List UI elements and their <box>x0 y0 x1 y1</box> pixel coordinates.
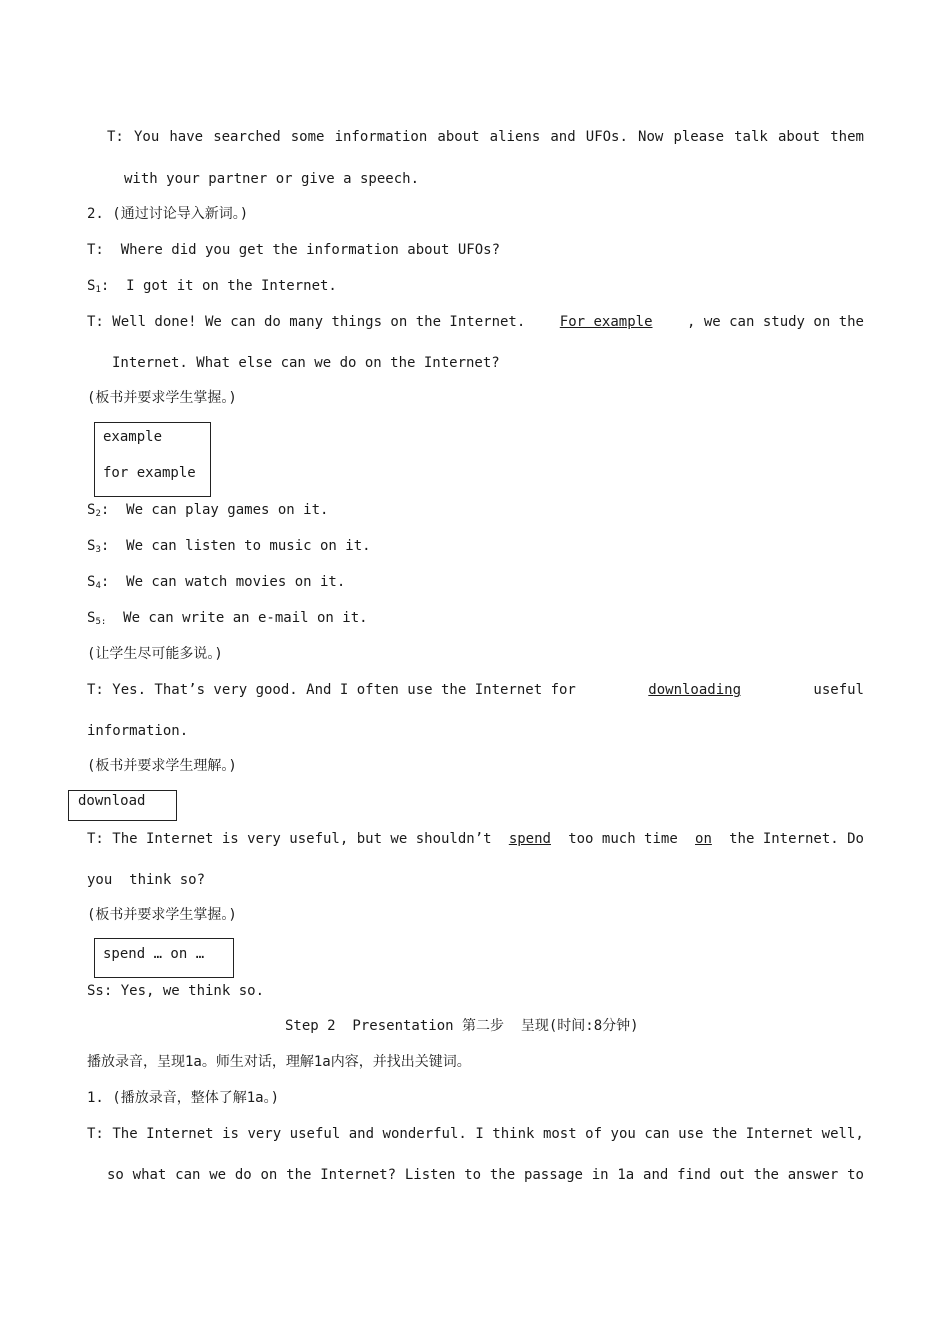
word: and <box>643 1167 669 1183</box>
underlined-phrase: downloading <box>648 682 741 698</box>
word: most <box>542 1126 577 1142</box>
text-line: with your partner or give a speech. <box>124 171 420 187</box>
word: them <box>830 129 864 145</box>
blackboard-box <box>94 422 211 497</box>
word: to <box>847 1167 864 1183</box>
word: talk <box>734 129 768 145</box>
word: please <box>673 129 725 145</box>
text-line: Internet. What else can we do on the Internet? <box>112 355 500 371</box>
word: you <box>610 1126 636 1142</box>
word: Listen <box>404 1167 456 1183</box>
teacher-line-1 <box>107 127 864 147</box>
text-line: 2. (通过讨论导入新词。) <box>87 206 249 222</box>
word: very <box>247 1126 282 1142</box>
student-line-4: $S_4$: We can watch movies on it. <box>87 574 346 591</box>
word: UFOs. <box>585 129 628 145</box>
word: information <box>334 129 428 145</box>
student-line-3: $S_3$: We can listen to music on it. <box>87 538 371 555</box>
word: can <box>644 1126 670 1142</box>
word: some <box>290 129 325 145</box>
word: T: <box>107 129 124 145</box>
word: 1a <box>617 1167 635 1183</box>
blackboard-box <box>94 938 234 978</box>
word: use <box>678 1126 704 1142</box>
word: the <box>489 1167 516 1183</box>
word: and <box>550 129 576 145</box>
word: aliens <box>489 129 541 145</box>
teacher-line-4: T: The Internet is very useful, but we shouldn’t spend too much time on the Internet. Do <box>87 831 864 847</box>
text-line: information. <box>87 723 189 739</box>
word: in <box>591 1167 609 1183</box>
underlined-word: spend <box>508 831 551 847</box>
word: Internet <box>745 1126 814 1142</box>
word: on <box>260 1167 278 1183</box>
text-line: (板书并要求学生掌握。) <box>87 390 237 406</box>
blackboard-box <box>68 790 177 821</box>
text-line: 1. (播放录音，整体了解1a。) <box>87 1090 280 1106</box>
underlined-phrase: For example <box>559 314 653 330</box>
word: answer <box>787 1167 839 1183</box>
word: what <box>132 1167 167 1183</box>
text-line: (让学生尽可能多说。) <box>87 646 223 662</box>
word: to <box>464 1167 482 1183</box>
text-line: (板书并要求学生理解。) <box>87 758 237 774</box>
teacher-line-3: T: Yes. That’s very good. And I often use the Internet for downloading useful <box>87 682 864 698</box>
word: passage <box>523 1167 583 1183</box>
word: useful <box>289 1126 341 1142</box>
word: of <box>585 1126 603 1142</box>
word: have <box>169 129 204 145</box>
word: we <box>209 1167 227 1183</box>
section-heading: Step 2 Presentation 第二步 呈现(时间:8分钟) <box>285 1018 639 1034</box>
word: about <box>777 129 821 145</box>
word: the <box>753 1167 779 1183</box>
text-line: T: Where did you get the information about UFOs? <box>87 242 501 258</box>
word: wonderful. <box>382 1126 467 1142</box>
word: searched <box>213 129 281 145</box>
word: so <box>107 1167 124 1183</box>
box-text: spend … on … <box>103 946 205 962</box>
word: do <box>234 1167 252 1183</box>
box-text: download <box>78 793 146 809</box>
word: Internet <box>146 1126 214 1142</box>
text-line: you think so? <box>87 872 206 888</box>
word: Internet? <box>320 1167 397 1183</box>
word: T: <box>87 1126 104 1142</box>
word: The <box>112 1126 138 1142</box>
text-line: (板书并要求学生掌握。) <box>87 907 237 923</box>
word: well, <box>821 1126 864 1142</box>
word: think <box>492 1126 535 1142</box>
student-line-2: $S_2$: We can play games on it. <box>87 502 329 519</box>
word: the <box>286 1167 312 1183</box>
word: can <box>175 1167 201 1183</box>
teacher-line-2: T: Well done! We can do many things on the Internet. For example , we can study on the <box>87 314 864 330</box>
word: find <box>677 1167 711 1183</box>
text-line: Ss: Yes, we think so. <box>87 983 265 999</box>
word: about <box>437 129 480 145</box>
word: out <box>719 1167 745 1183</box>
word: the <box>711 1126 738 1142</box>
word: Now <box>638 129 664 145</box>
underlined-word: on <box>695 831 712 847</box>
student-line-1: $S_1$: I got it on the Internet. <box>87 278 337 295</box>
word: I <box>475 1126 484 1142</box>
box-text: for example <box>103 465 196 481</box>
teacher-line-5 <box>87 1124 864 1144</box>
teacher-line-6 <box>107 1165 864 1185</box>
word: You <box>133 129 160 145</box>
student-line-5: $S_{5:}$ We can write an e-mail on it. <box>87 610 368 627</box>
word: is <box>222 1126 239 1142</box>
box-text: example <box>103 429 163 445</box>
text-line: 播放录音，呈现1a。师生对话，理解1a内容，并找出关键词。 <box>87 1054 471 1070</box>
word: and <box>348 1126 375 1142</box>
